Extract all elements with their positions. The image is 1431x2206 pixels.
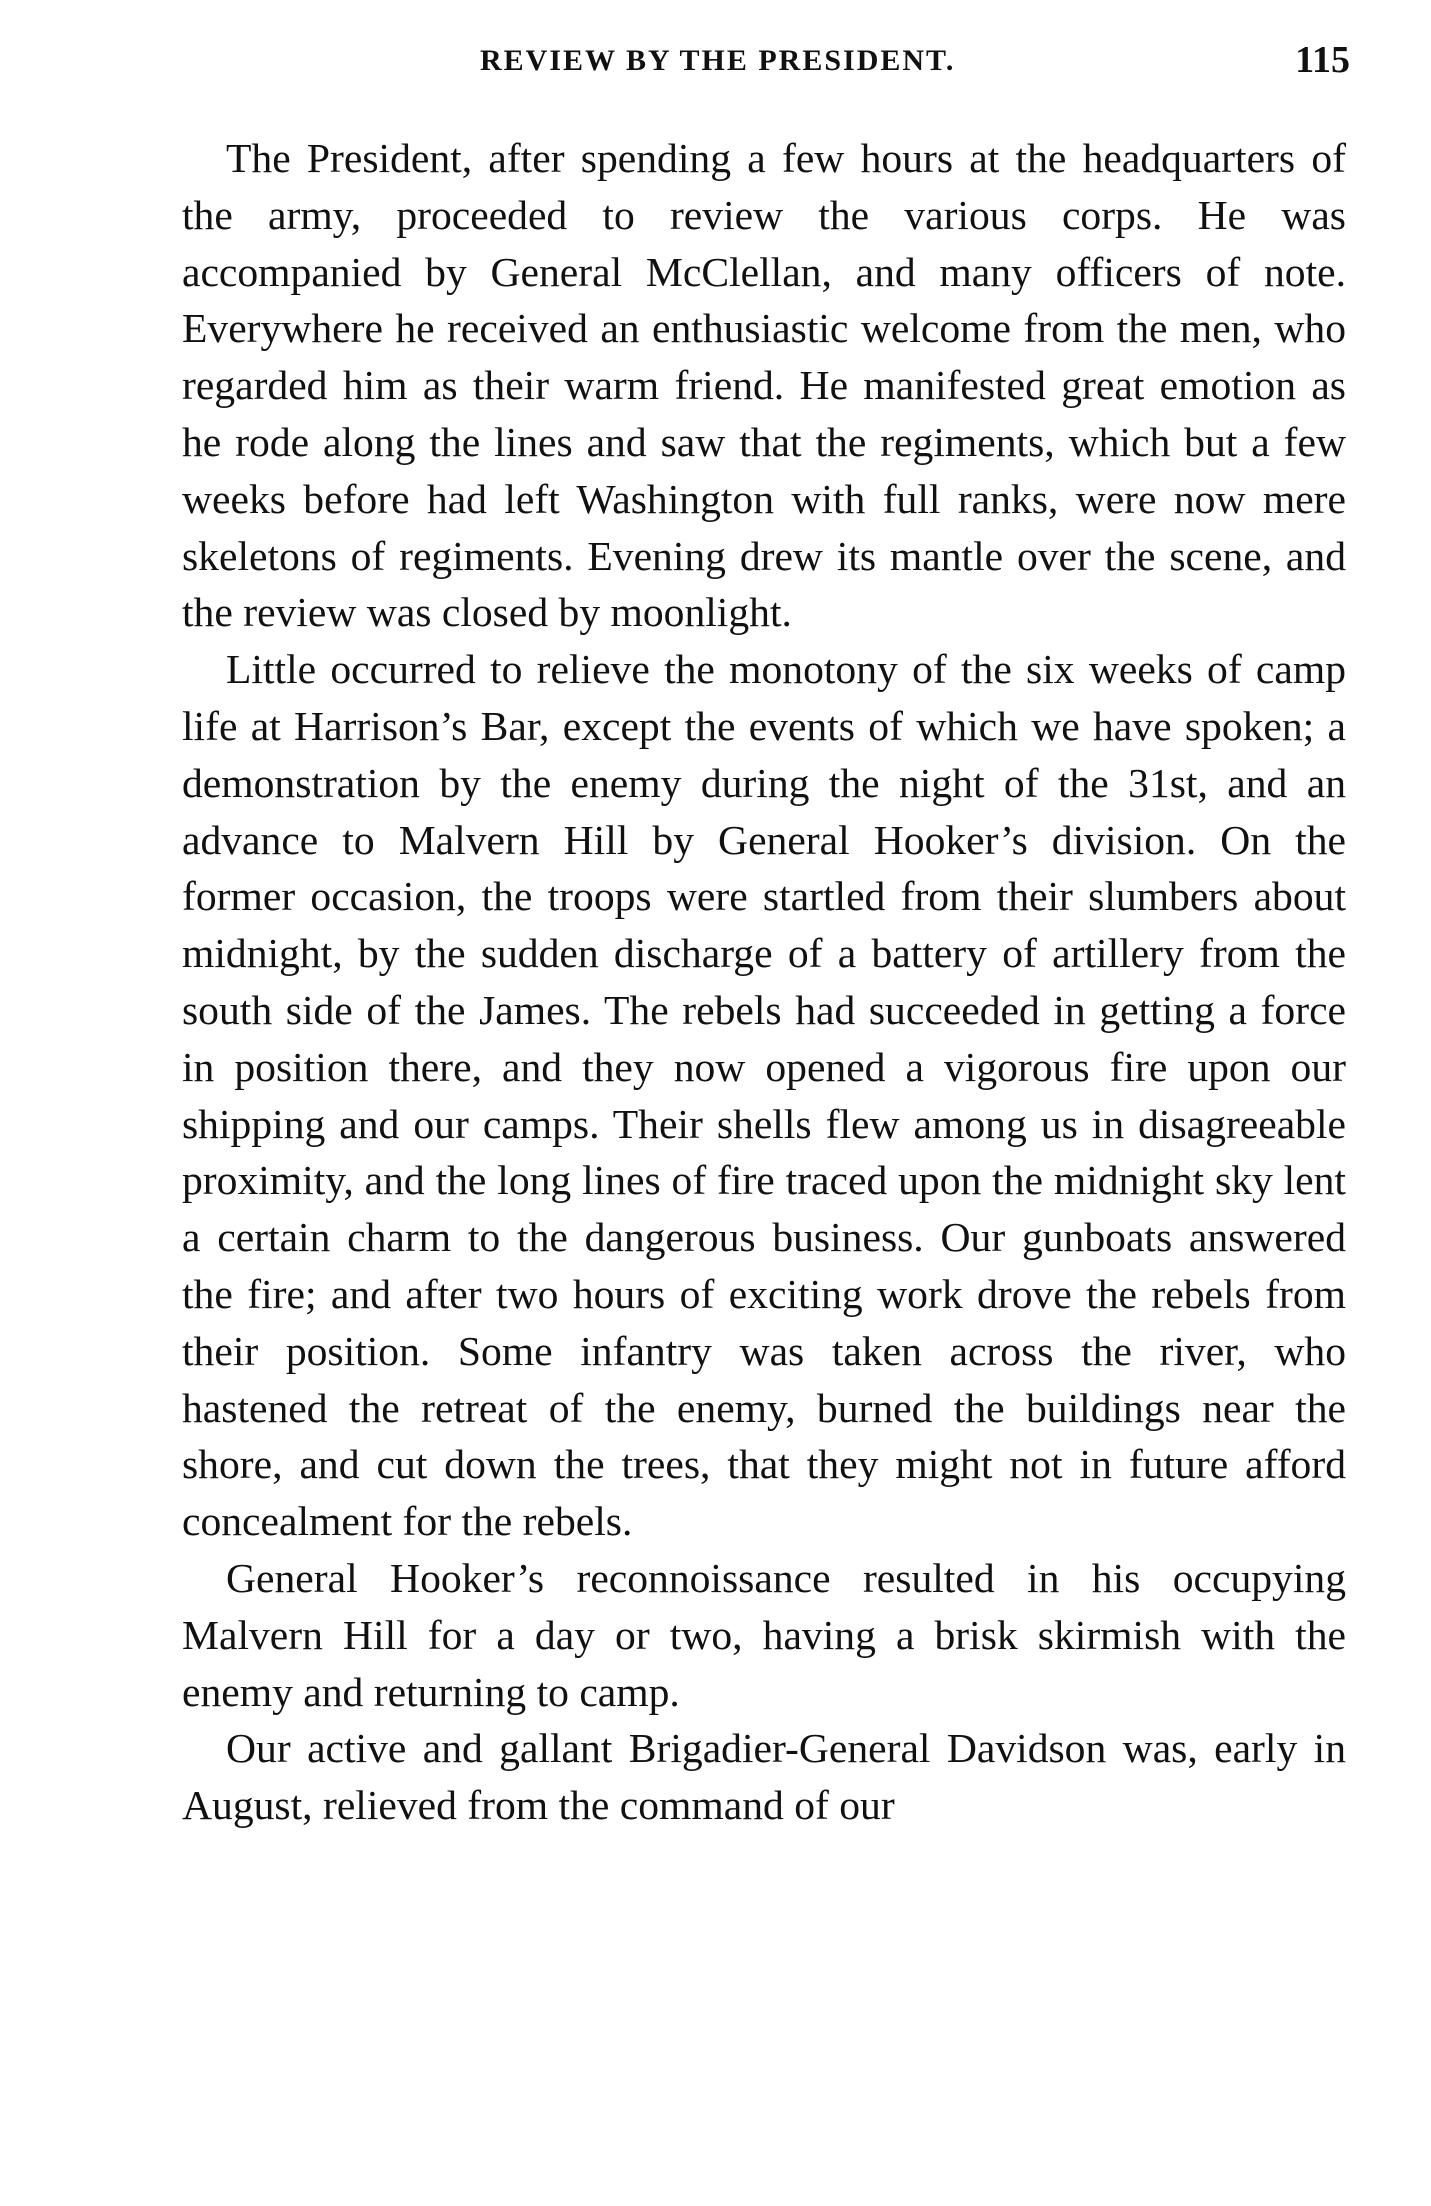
paragraph-camp-life: Little occurred to relieve the monotony of the six weeks of camp life at Harrison’s Bar, except the events of which we have spoken; a demonstration by the enemy during the night of the 31st, and an advance to Malvern Hill by General Hooker’s division. On the former occasion, the troops were startled from their slumbers about midnight, by the sudden discharge of a battery of artillery from the south side of the James. The rebels had succeeded in getting a force in position there, and they now opened a vigorous fire upon our shipping and our camps. Their shells flew among us in disagreeable proximity, and the long lines of fire traced upon the midnight sky lent a certain charm to the dangerous business. Our gunboats answered the fire; and after two hours of exciting work drove the rebels from their position. Some infantry was taken across the river, who hastened the retreat of the enemy, burned the buildings near the shore, and cut down the trees, that they might not in future afford concealment for the rebels. [182,646,1346,1545]
running-head [180,39,1350,84]
paragraph-president-review: The President, after spending a few hours at the headquarters of the army, proceeded to review the various corps. He was accompanied by General McClellan, and many officers of note. Everywhere he received an enthusiastic welcome from the men, who regarded him as their warm friend. He manifested great emotion as he rode along the lines and saw that the regiments, which but a few weeks before had left Washington with full ranks, were now mere skeletons of regiments. Evening drew its mantle over the scene, and the review was closed by moonlight. [182,135,1346,636]
body-text [182,130,1346,1834]
page-number: 115 [1295,39,1350,81]
paragraph-davidson: Our active and gallant Brigadier-General Davidson was, early in August, relieved from the command of our [182,1725,1346,1829]
running-title: REVIEW BY THE PRESIDENT. [480,44,956,77]
paragraph-hooker-reconnoissance: General Hooker’s reconnoissance resulted in his occupying Malvern Hill for a day or two, having a brisk skirmish with the enemy and returning to camp. [182,1554,1346,1715]
